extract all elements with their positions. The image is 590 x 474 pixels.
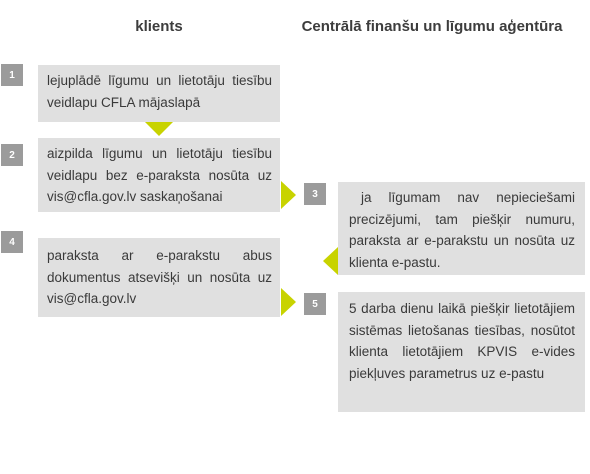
step-2-box: aizpilda līgumu un lietotāju tiesību veidlapu bez e-paraksta nosūta uz vis@cfla.gov.lv saskaņošanai bbox=[38, 138, 280, 212]
step-5-badge: 5 bbox=[304, 293, 326, 315]
arrow-step3-to-step4 bbox=[323, 247, 338, 275]
step-4-badge: 4 bbox=[1, 231, 23, 253]
arrow-step4-to-step5 bbox=[281, 288, 296, 316]
step-2-badge: 2 bbox=[1, 144, 23, 166]
arrow-step1-to-step2 bbox=[145, 122, 173, 136]
step-5-box: 5 darba dienu laikā piešķir lietotājiem sistēmas lietošanas tiesības, nosūtot klienta lietotājiem KPVIS e-vides piekļuves parametrus uz e-pastu bbox=[338, 292, 585, 412]
column-title-agency: Centrālā finanšu un līgumu aģentūra bbox=[301, 18, 563, 35]
step-3-box: ja līgumam nav nepieciešami precizējumi, tam piešķir numuru, paraksta ar e-parakstu un nosūta uz klienta e-pastu. bbox=[338, 182, 585, 275]
arrow-step2-to-step3 bbox=[281, 181, 296, 209]
step-4-box: paraksta ar e-parakstu abus dokumentus atsevišķi un nosūta uz vis@cfla.gov.lv bbox=[38, 238, 280, 317]
step-1-badge: 1 bbox=[1, 64, 23, 86]
step-3-badge: 3 bbox=[304, 183, 326, 205]
column-title-client: klients bbox=[135, 18, 183, 35]
step-1-box: lejuplādē līgumu un lietotāju tiesību veidlapu CFLA mājaslapā bbox=[38, 65, 280, 122]
